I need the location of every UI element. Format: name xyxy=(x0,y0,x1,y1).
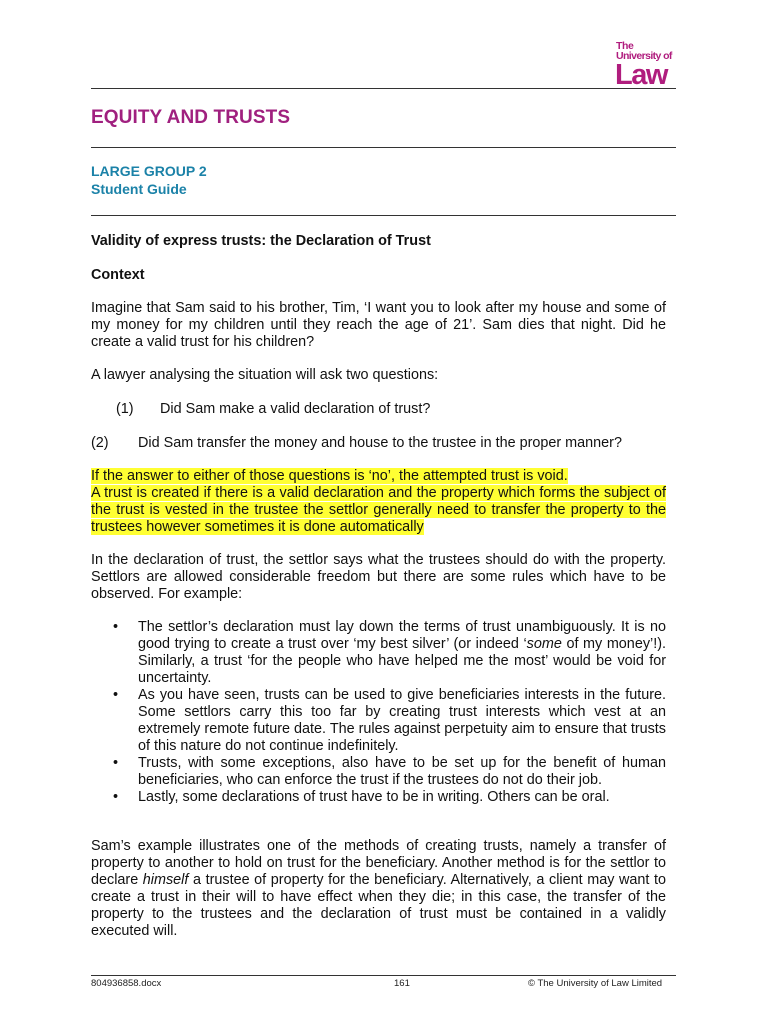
footer-filename: 804936858.docx xyxy=(91,978,162,989)
list-item-text: Trusts, with some exceptions, also have to be set up for the benefit of human beneficiaries, who can enforce the trust if the trustees do not do their job. xyxy=(138,755,666,788)
footer-rule xyxy=(91,975,676,976)
context-heading: Context xyxy=(91,267,145,283)
list-item xyxy=(113,619,666,687)
highlighted-note xyxy=(91,468,666,536)
document-title: EQUITY AND TRUSTS xyxy=(91,107,291,128)
footer-copyright: © The University of Law Limited xyxy=(528,978,663,989)
bullet-icon: • xyxy=(113,687,119,703)
highlight-line: If the answer to either of those questions is ‘no’, the attempted trust is void. xyxy=(91,468,568,484)
bullet-icon: • xyxy=(113,619,119,635)
logo-line-the: The xyxy=(616,40,634,52)
question-number: (2) xyxy=(91,435,109,451)
student-guide-label: Student Guide xyxy=(91,181,187,197)
list-item-emphasis: some xyxy=(526,636,562,652)
list-item-text: of my money’!). Similarly, a trust ‘for the people who have helped me the most’ would be void for uncertainty. xyxy=(138,636,666,686)
list-item-text: As you have seen, trusts can be used to give beneficiaries interests in the future. Some settlors carry this too far by creating trust interests which vest at an extremely remote future date. The rules against perpetuity aim to ensure that trusts of this nature do not continue indefinitely. xyxy=(138,687,666,754)
closing-emphasis: himself xyxy=(142,872,189,888)
university-of-law-logo xyxy=(615,40,678,91)
logo-line-law: Law xyxy=(615,59,667,91)
logo-line-university-of: University of xyxy=(616,50,672,62)
highlight-line: A trust is created if there is a valid declaration and the property which forms the subject of the trust is vested in the trustee the settlor generally need to transfer the property to the trustees however sometimes it is done automatically xyxy=(91,485,666,535)
question-text: Did Sam transfer the money and house to the trustee in the proper manner? xyxy=(138,435,622,451)
header-rule xyxy=(91,88,676,89)
list-item-text: Lastly, some declarations of trust have to be in writing. Others can be oral. xyxy=(138,789,610,805)
bullet-icon: • xyxy=(113,755,119,771)
section-rule xyxy=(91,215,676,216)
lawyer-paragraph: A lawyer analysing the situation will ask two questions: xyxy=(91,367,439,383)
question-number: (1) xyxy=(116,401,134,417)
intro-paragraph: Imagine that Sam said to his brother, Tim, ‘I want you to look after my house and some of my money for my children until they reach the age of 21’. Sam dies that night. Did he create a valid trust for his children? xyxy=(91,300,666,350)
footer-page-number: 161 xyxy=(394,978,410,989)
question-text: Did Sam make a valid declaration of trust? xyxy=(160,401,431,417)
closing-text: Sam’s example illustrates one of the methods of creating trusts, namely a transfer of property to another to hold on trust for the beneficiary. Another method is for the settlor to declare xyxy=(91,838,666,888)
section-heading: Validity of express trusts: the Declaration of Trust xyxy=(91,233,431,249)
closing-paragraph xyxy=(91,838,666,940)
rules-list xyxy=(113,619,666,806)
bullet-icon: • xyxy=(113,789,119,805)
list-item xyxy=(113,687,666,755)
list-item xyxy=(113,789,666,806)
group-title: LARGE GROUP 2 xyxy=(91,163,207,179)
title-rule xyxy=(91,147,676,148)
list-item xyxy=(113,755,666,789)
closing-text: a trustee of property for the beneficiary. Alternatively, a client may want to create a trust in their will to have effect when they die; in this case, the transfer of the property to the trustees and the declaration of trust must be contained in a validly executed will. xyxy=(91,872,666,939)
declaration-paragraph: In the declaration of trust, the settlor says what the trustees should do with the property. Settlors are allowed considerable freedom but there are some rules which have to be observed. For example: xyxy=(91,552,666,602)
list-item-text: The settlor’s declaration must lay down the terms of trust unambiguously. It is no good trying to create a trust over ‘my best silver’ (or indeed ‘ xyxy=(138,619,666,652)
